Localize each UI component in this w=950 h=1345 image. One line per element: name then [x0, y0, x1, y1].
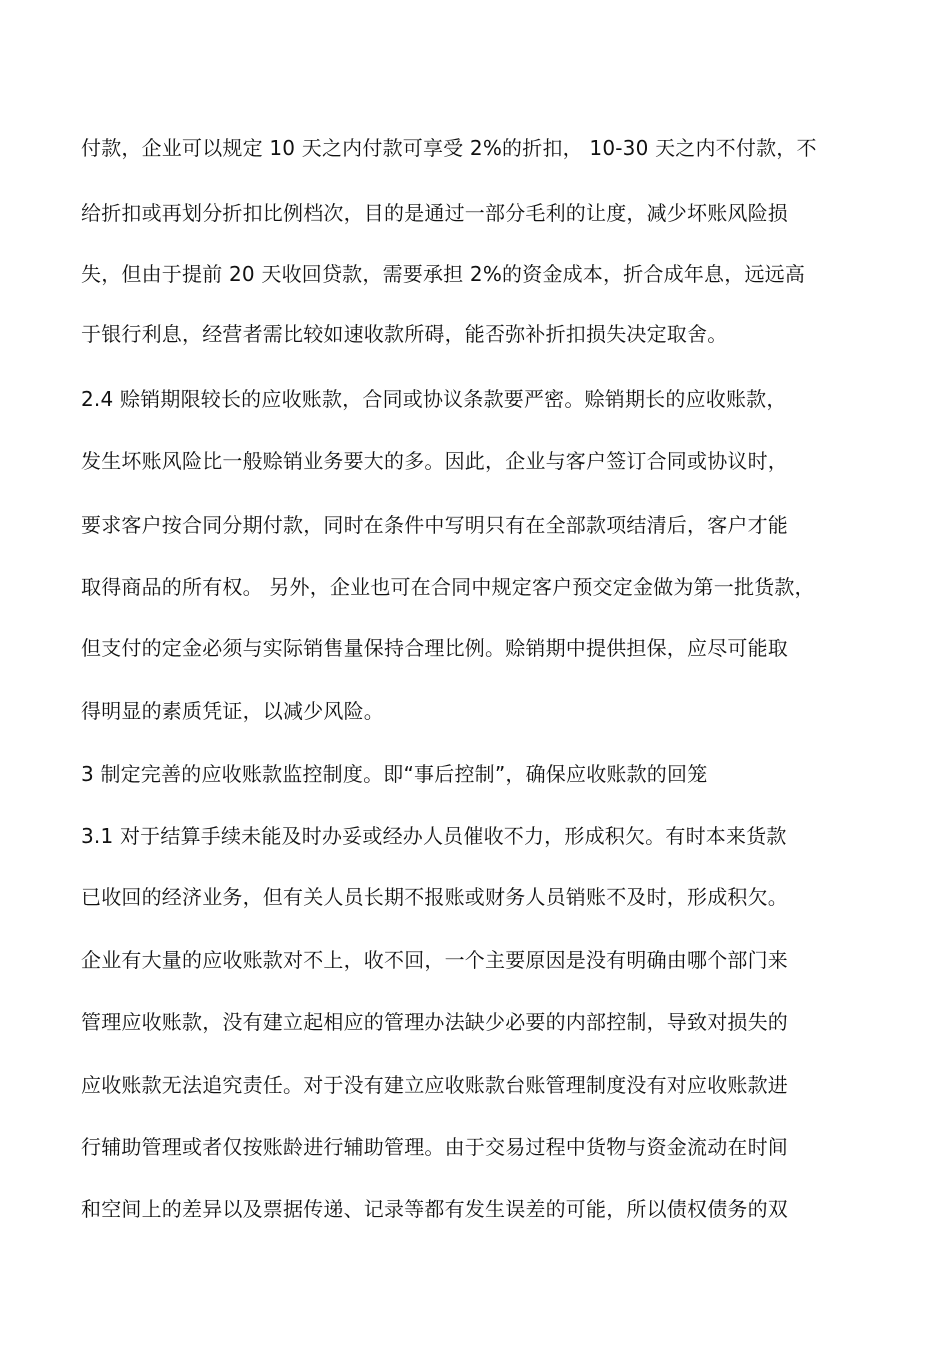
paragraph-line: 但支付的定金必须与实际销售量保持合理比例。赊销期中提供担保，应尽可能取 [81, 636, 788, 660]
paragraph-line: 要求客户按合同分期付款，同时在条件中写明只有在全部款项结清后，客户才能 [81, 513, 788, 537]
paragraph-line: 失，但由于提前 20 天收回贷款，需要承担 2%的资金成本，折合成年息，远远高 [81, 262, 806, 286]
paragraph-line: 取得商品的所有权。 另外，企业也可在合同中规定客户预交定金做为第一批货款， [81, 575, 815, 599]
paragraph-line: 于银行利息，经营者需比较如速收款所碍，能否弥补折扣损失决定取舍。 [81, 322, 728, 346]
paragraph-line: 应收账款无法追究责任。对于没有建立应收账款台账管理制度没有对应收账款进 [81, 1073, 788, 1097]
paragraph-line: 行辅助管理或者仅按账龄进行辅助管理。由于交易过程中货物与资金流动在时间 [81, 1135, 788, 1159]
paragraph-line: 企业有大量的应收账款对不上，收不回，一个主要原因是没有明确由哪个部门来 [81, 948, 788, 972]
paragraph-line: 给折扣或再划分折扣比例档次，目的是通过一部分毛利的让度，减少坏账风险损 [81, 201, 788, 225]
paragraph-line: 和空间上的差异以及票据传递、记录等都有发生误差的可能，所以债权债务的双 [81, 1197, 788, 1221]
paragraph-line: 得明显的素质凭证，以减少风险。 [81, 699, 384, 723]
section-heading-3: 3 制定完善的应收账款监控制度。即“事后控制”，确保应收账款的回笼 [81, 762, 708, 786]
paragraph-line: 已收回的经济业务，但有关人员长期不报账或财务人员销账不及时，形成积欠。 [81, 885, 788, 909]
section-heading-2-4: 2.4 赊销期限较长的应收账款，合同或协议条款要严密。赊销期长的应收账款， [81, 387, 787, 411]
section-heading-3-1: 3.1 对于结算手续未能及时办妥或经办人员催收不力，形成积欠。有时本来货款 [81, 824, 787, 848]
paragraph-line: 发生坏账风险比一般赊销业务要大的多。因此，企业与客户签订合同或协议时， [81, 449, 788, 473]
paragraph-line: 付款，企业可以规定 10 天之内付款可享受 2%的折扣， 10-30 天之内不付款，不 [81, 136, 817, 160]
paragraph-line: 管理应收账款，没有建立起相应的管理办法缺少必要的内部控制，导致对损失的 [81, 1010, 788, 1034]
